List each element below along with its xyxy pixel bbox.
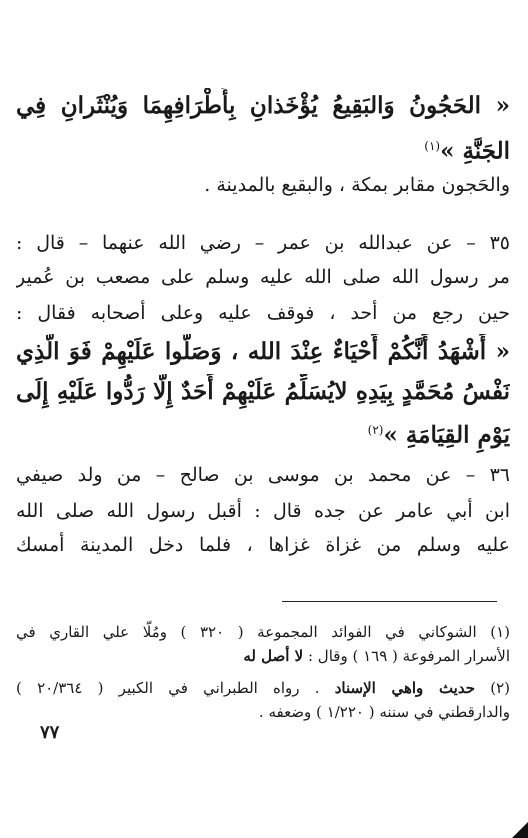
footnote-marker: (١): [424, 139, 441, 153]
hadith-text-line: نَفْسُ مُحَمَّدٍ بِيَدِهِ لايُسَلِّمُ عَلَيْهِمْ أَحَدٌ إِلَّا رَدُّوا عَلَيْهِ إِلَى: [16, 378, 510, 405]
footnote-line: والدارقطني في سننه ( ١/٢٢٠ ) وضعفه .: [258, 703, 510, 721]
hadith-text-line: « أَشْهَدُ أَنَّكُمْ أَحْيَاءٌ عِنْدَ الله ، وَصَلُّوا عَلَيْهِمْ فَوَ الَّذِي: [16, 338, 510, 365]
hadith-number-line: ٣٦ – عن محمد بن موسى بن صالح – من ولد صيفي: [16, 464, 510, 486]
footnote-line: الأسرار المرفوعة ( ١٦٩ ) وقال : لا أصل له: [243, 647, 510, 665]
body-text-line: ابن أبي عامر عن جده قال : أقبل رسول الله صلى الله: [16, 500, 510, 522]
body-text-line: عليه وسلم من غزاة غزاها ، فلما دخل المدينة أمسك: [16, 534, 510, 556]
hadith-number-line: ٣٥ – عن عبدالله بن عمر – رضي الله عنهما – قال :: [16, 232, 510, 254]
footnote-line: (١) الشوكاني في الفوائد المجموعة ( ٣٢٠ ) ومُلَّا علي القاري في: [16, 623, 510, 641]
page-number: ٧٧: [40, 722, 60, 743]
hadith-text-line: الجَنَّةِ »$^{(١)}$: [424, 137, 510, 165]
footnote-separator: [282, 601, 497, 602]
body-text-line: مر رسول الله صلى الله عليه وسلم على مصعب بن عُمير: [16, 266, 510, 288]
footnote-line: (٢) حديث واهي الإسناد . رواه الطبراني في الكبير ( ٢٠/٣٦٤ ): [16, 679, 510, 697]
footnote-marker: (٢): [367, 423, 384, 437]
hadith-text-line: يَوْمِ القِيَامَةِ »$^{(٢)}$: [367, 421, 510, 449]
body-text-line: والحَجون مقابر بمكة ، والبقيع بالمدينة .: [204, 174, 510, 196]
hadith-text-line: « الحَجُونُ وَالبَقِيعُ يُؤْخَذانِ بِأَطْرَافِهِمَا وَيُنْثَرانِ فِي: [16, 92, 510, 119]
body-text-line: حين رجع من أحد ، فوقف عليه وعلى أصحابه فقال :: [16, 302, 510, 324]
page-corner-mark: [512, 822, 528, 838]
